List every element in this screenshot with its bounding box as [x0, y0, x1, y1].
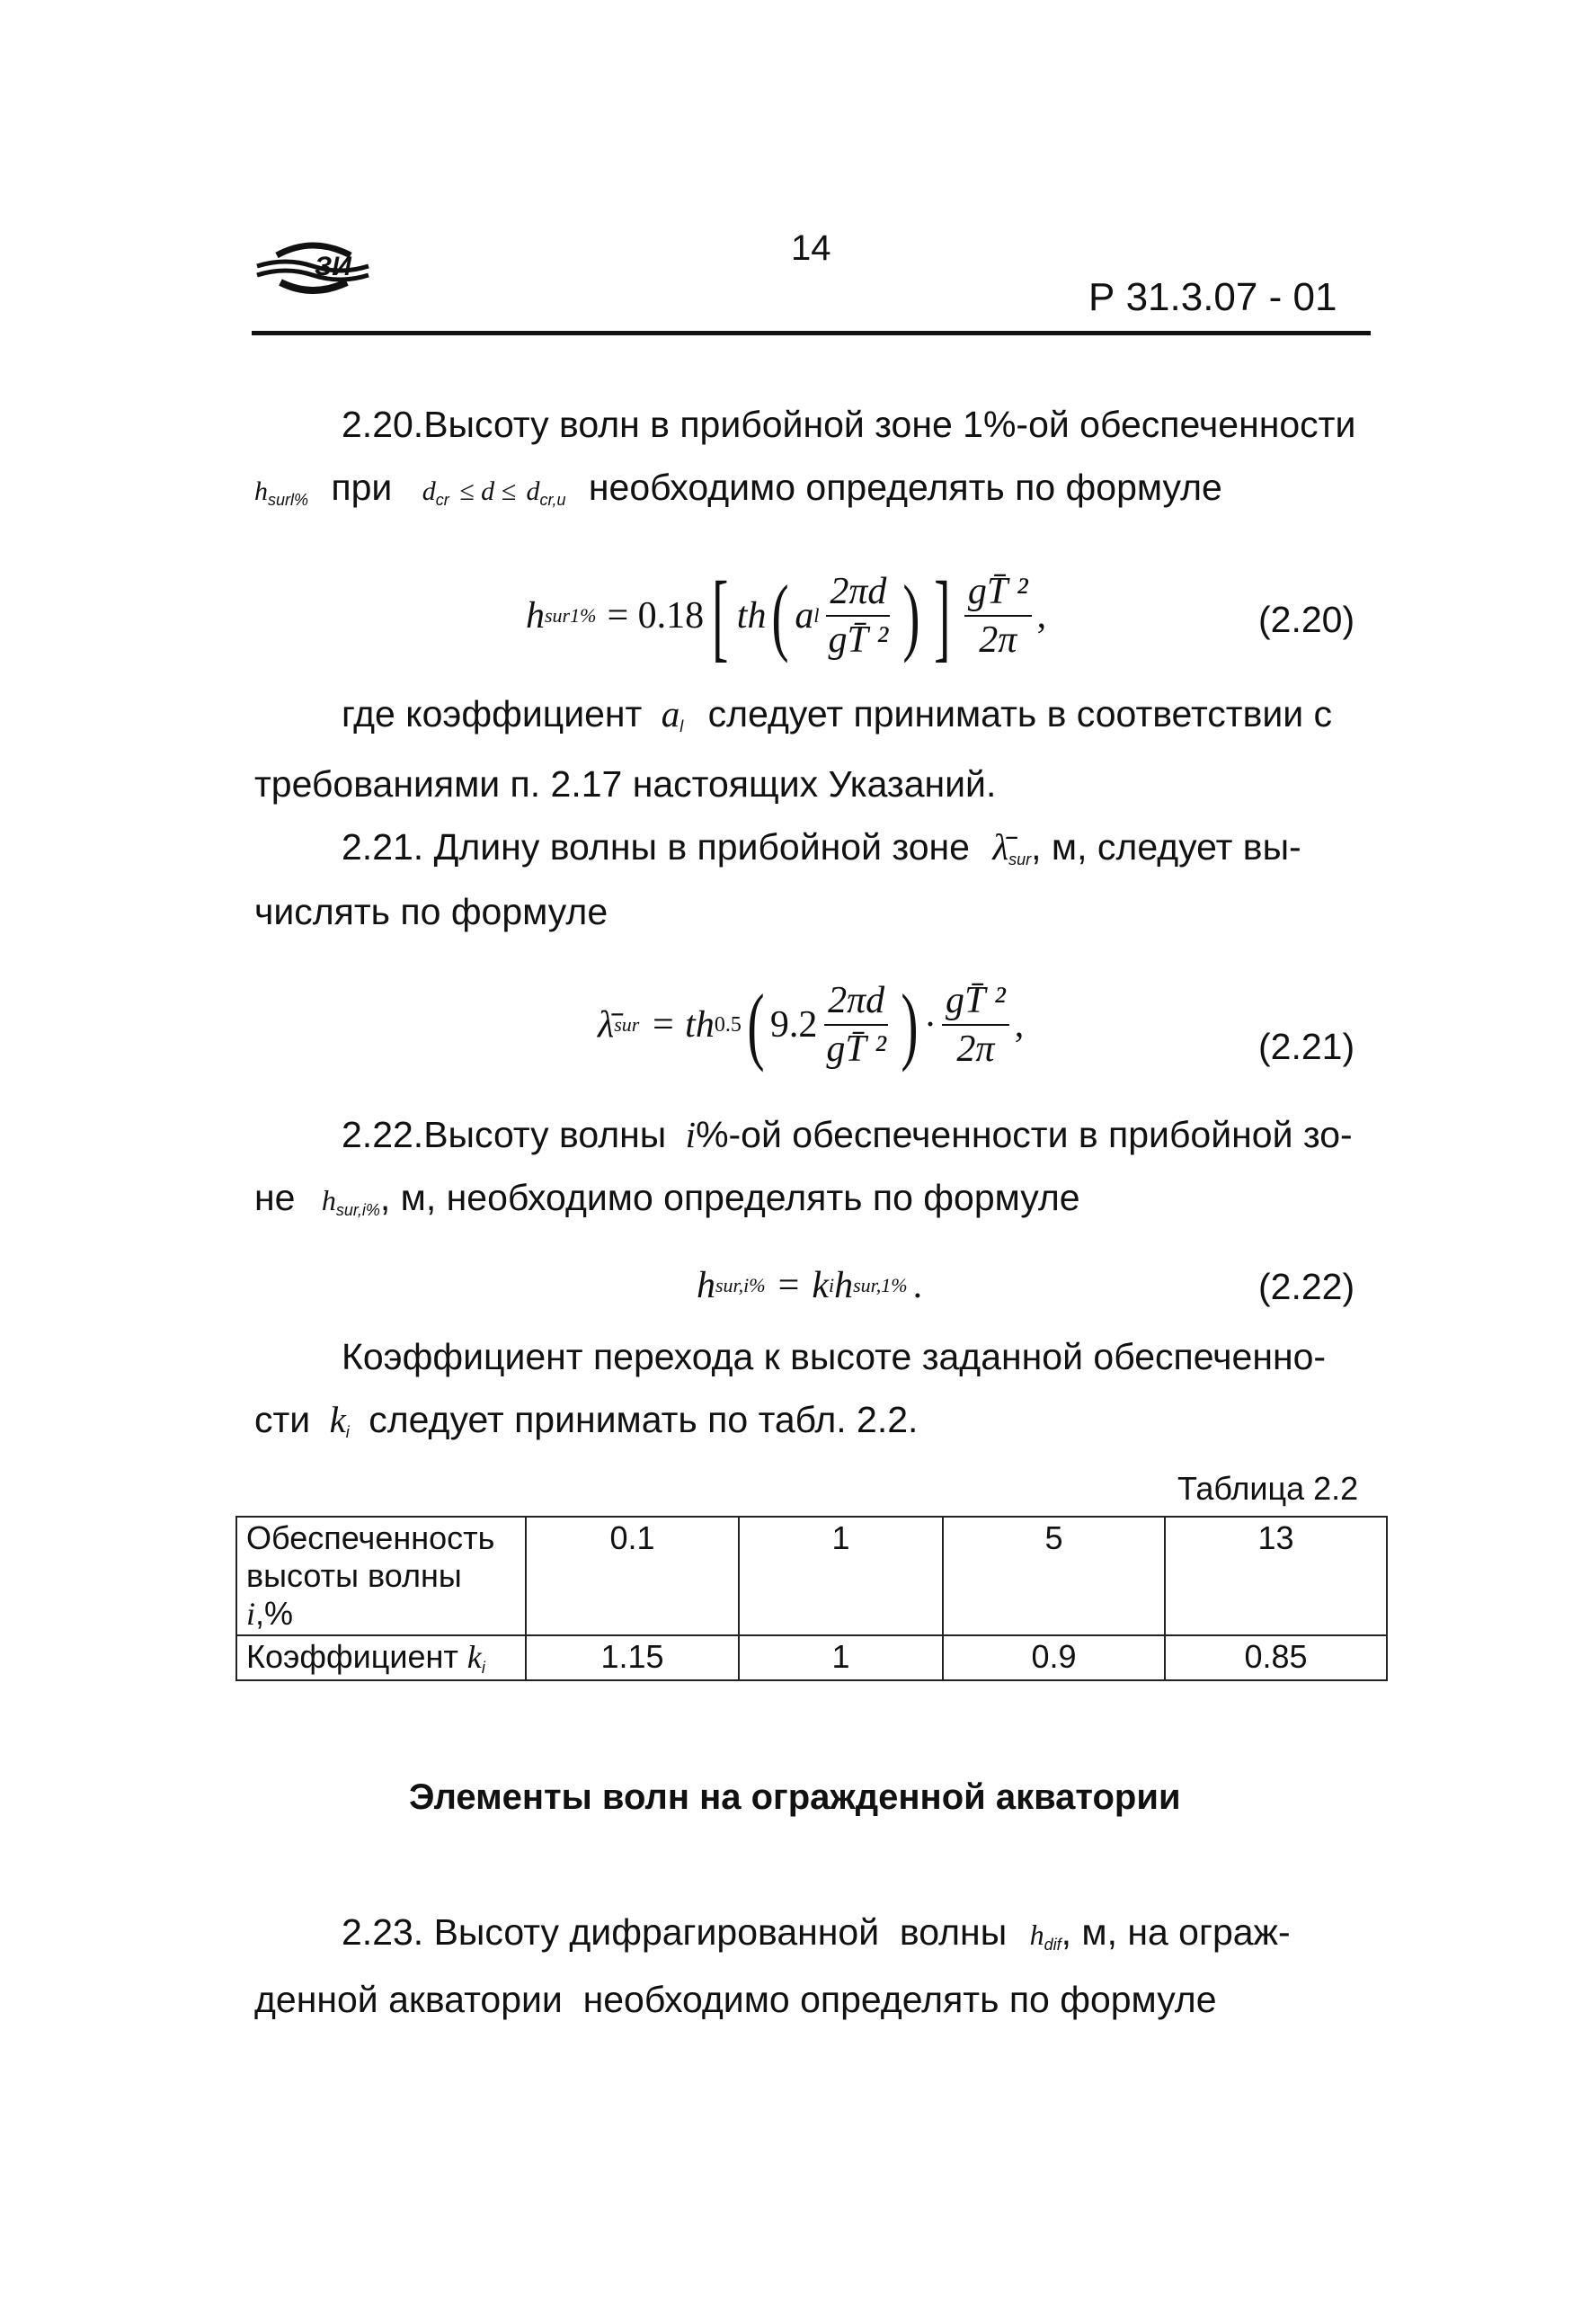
eq220-tail: , [1036, 595, 1047, 637]
table-cell: 1 [739, 1635, 943, 1680]
eq221-tail: , [1014, 1004, 1025, 1046]
para-2-22-after-line2 [254, 1398, 918, 1443]
equation-2-22 [697, 1254, 922, 1317]
eq222-k: k [812, 1265, 829, 1306]
para-2-23-line2: денной акватории необходимо определять по формуле [254, 1979, 1217, 2020]
p222-after-sti: сти [254, 1399, 311, 1440]
p222-after-k-sub: i [345, 1423, 350, 1441]
eq220-outer-fraction [964, 570, 1032, 662]
table-cell: 13 [1165, 1517, 1387, 1635]
table-row1-label [236, 1517, 526, 1635]
p223-h-sub: dif [1044, 1936, 1061, 1954]
p222-h-sub: sur,i% [335, 1201, 380, 1219]
cond-mid: ≤ d ≤ [459, 476, 517, 506]
table-row [236, 1517, 1387, 1635]
para-2-22-line1 [342, 1113, 1353, 1157]
eq220-a: a [795, 595, 814, 637]
eq221-left-paren: ( [747, 976, 765, 1073]
para-2-20-line2-end: необходимо определять по формуле [588, 467, 1222, 508]
p221-lambda: λ̄ [992, 826, 1009, 868]
row2-label-sub: i [481, 1659, 485, 1677]
table-cell: 0.85 [1165, 1635, 1387, 1680]
table-row [236, 1635, 1387, 1680]
equation-2-21 [598, 966, 1024, 1083]
p222-text-b: %-ой обеспеченности в прибойной зо- [696, 1114, 1353, 1155]
table-cell: 0.9 [943, 1635, 1165, 1680]
row2-label-text: Коэффициент [246, 1638, 458, 1675]
eq-number-2-22: (2.22) [1258, 1266, 1355, 1307]
p223-text-b: , м, на ограж- [1061, 1911, 1291, 1953]
coef-a-symbol: a [661, 693, 680, 735]
eq221-right-paren: ) [901, 976, 919, 1073]
row1-label-i: i [246, 1596, 256, 1632]
table-cell: 1.15 [526, 1635, 739, 1680]
eq221-lhs: λ̄ [598, 1004, 615, 1046]
p221-text-b: , м, следует вы- [1031, 826, 1301, 868]
p222-after-k: k [329, 1399, 346, 1440]
para-2-21-line1 [342, 825, 1301, 870]
eq220-a-sub: l [813, 604, 820, 627]
para-2-20-after-line2: требованиями п. 2.17 настоящих Указаний. [254, 763, 997, 805]
cond-d2-sub: cr,u [539, 491, 566, 509]
eq221-lhs-sub: sur [614, 1013, 640, 1036]
p222-text-a: 2.22.Высоту волны [342, 1114, 667, 1155]
document-code: Р 31.3.07 - 01 [1088, 275, 1337, 319]
eq220-inner-num: 2πd [826, 570, 890, 617]
eq221-fraction-1 [822, 979, 890, 1071]
eq220-th: th [736, 595, 767, 637]
eq221-dot: · [923, 1004, 937, 1046]
p222-text-b: , м, необходимо определять по формуле [379, 1177, 1080, 1218]
eq220-outer-num: gT̄ ² [964, 570, 1032, 617]
eq220-inner-den: gT̄ ² [828, 619, 889, 661]
h-sur-sub: surl% [268, 491, 309, 509]
p223-text-a: 2.23. Высоту дифрагированной волны [342, 1911, 1008, 1953]
eq220-inner-fraction [825, 570, 893, 662]
p222-i: i [685, 1114, 697, 1155]
para-2-22-line2 [254, 1176, 1080, 1221]
para-2-23-line1 [342, 1910, 1291, 1955]
coef-text-a: где коэффициент [342, 693, 643, 735]
eq220-coef: = 0.18 [607, 595, 705, 637]
eq220-outer-den: 2π [979, 619, 1017, 661]
eq222-k-sub: i [828, 1274, 835, 1296]
eq221-den1: gT̄ ² [826, 1028, 887, 1070]
section-heading: Элементы волн на огражденной акватории [409, 1777, 1181, 1817]
eq221-power: 0.5 [714, 1012, 742, 1037]
page-number: 14 [791, 228, 831, 268]
eq-number-2-21: (2.21) [1258, 1026, 1355, 1067]
para-2-20-after-line1 [342, 692, 1332, 737]
eq222-h-sub: sur,1% [853, 1274, 908, 1296]
eq222-lhs-sub: sur,i% [715, 1274, 766, 1296]
row1-label-tail: ,% [255, 1595, 294, 1632]
table-2-2 [235, 1516, 1388, 1681]
cond-d1: d [422, 476, 436, 506]
row1-label-line1: Обеспеченность [246, 1519, 495, 1556]
p222-ne: не [254, 1177, 296, 1218]
table-row2-label [236, 1635, 526, 1680]
eq220-left-bracket: [ [712, 561, 729, 671]
eq222-lhs: h [697, 1265, 715, 1306]
p223-h: h [1029, 1919, 1044, 1951]
header-rule [252, 331, 1371, 335]
cond-d2: d [526, 476, 540, 506]
p221-lambda-sub: sur [1008, 850, 1032, 868]
eq221-num2: gT̄ ² [942, 979, 1009, 1026]
p221-text-a: 2.21. Длину волны в прибойной зоне [342, 826, 970, 868]
eq221-coef: 9.2 [769, 1004, 818, 1046]
coef-text-b: следует принимать в соответствии с [707, 693, 1333, 735]
eq221-den2: 2π [956, 1028, 995, 1070]
table-cell: 1 [739, 1517, 943, 1635]
org-logo [250, 236, 376, 298]
coef-a-sub: l [679, 717, 684, 735]
table-cell: 5 [943, 1517, 1165, 1635]
eq220-lhs: h [526, 595, 545, 637]
cond-d1-sub: cr [435, 491, 449, 509]
eq-number-2-20: (2.20) [1258, 599, 1355, 640]
table-caption: Таблица 2.2 [1177, 1470, 1359, 1507]
eq222-h: h [834, 1265, 854, 1306]
h-sur-symbol: h [254, 476, 268, 506]
eq220-left-paren: ( [771, 567, 790, 663]
eq220-right-paren: ) [902, 567, 920, 663]
eq222-tail: . [912, 1265, 923, 1306]
word-pri: при [331, 467, 393, 508]
eq220-right-bracket: ] [934, 561, 951, 671]
eq221-num1: 2πd [824, 979, 888, 1026]
para-2-20-line1: 2.20.Высоту волн в прибойной зоне 1%-ой обеспеченности [342, 404, 1356, 445]
table-cell: 0.1 [526, 1517, 739, 1635]
eq221-th: = th [650, 1004, 715, 1046]
para-2-20-line2 [254, 466, 1222, 511]
row2-label-k: k [466, 1639, 482, 1675]
eq221-fraction-2 [942, 979, 1009, 1071]
eq220-lhs-sub: sur1% [545, 604, 597, 627]
para-2-21-line2: числять по формуле [254, 891, 608, 932]
equation-2-20 [526, 557, 1046, 674]
row1-label-line2: высоты волны [246, 1557, 462, 1594]
eq222-eq: = [777, 1265, 800, 1306]
svg-text:ЗИ: ЗИ [315, 252, 351, 281]
p222-after-text-b: следует принимать по табл. 2.2. [369, 1399, 919, 1440]
p222-h: h [321, 1184, 336, 1216]
para-2-22-after-line1: Коэффициент перехода к высоте заданной обеспеченно- [342, 1336, 1327, 1377]
